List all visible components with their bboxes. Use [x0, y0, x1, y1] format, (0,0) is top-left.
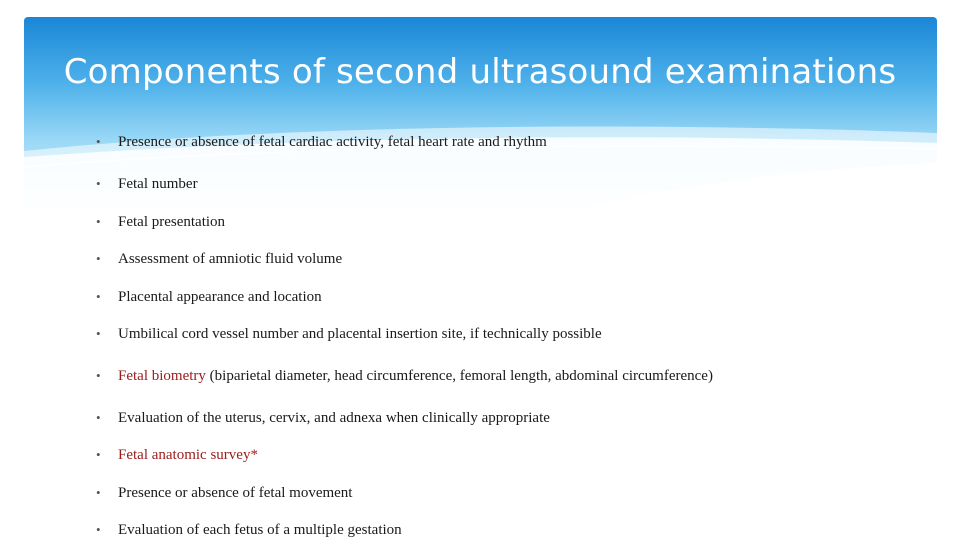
bullet-icon: • [96, 485, 101, 500]
bullet-icon: • [96, 410, 101, 425]
list-item-text: Evaluation of each fetus of a multiple gestation [118, 522, 402, 538]
bullet-icon: • [96, 326, 101, 341]
list-item [96, 134, 547, 151]
bullet-icon: • [96, 176, 101, 191]
bullet-icon: • [96, 368, 101, 383]
page-title: Components of second ultrasound examinations [63, 52, 897, 92]
list-item-text: Fetal presentation [118, 214, 226, 230]
list-item [96, 326, 602, 343]
list-item [96, 214, 225, 231]
list-item-text: Presence or absence of fetal movement [118, 485, 353, 501]
list-item [96, 522, 402, 539]
bullet-icon: • [96, 214, 101, 229]
list-item-text: Evaluation of the uterus, cervix, and adnexa when clinically appropriate [118, 410, 550, 426]
list-item-text: Placental appearance and location [118, 289, 322, 305]
list-item [96, 176, 198, 193]
bullet-icon: • [96, 289, 101, 304]
list-item [96, 289, 322, 306]
list-item [96, 485, 352, 502]
list-item-text: (biparietal diameter, head circumference, femoral length, abdominal circumference) [205, 368, 713, 384]
bullet-icon: • [96, 522, 101, 537]
bullet-icon: • [96, 134, 101, 149]
list-item [96, 410, 550, 427]
list-item-text: Fetal number [118, 176, 198, 192]
list-item-text: Umbilical cord vessel number and placental insertion site, if technically possible [118, 326, 602, 342]
list-item-text: Presence or absence of fetal cardiac activity, fetal heart rate and rhythm [118, 134, 547, 150]
list-item [96, 251, 342, 268]
list-item [96, 368, 713, 385]
bullet-icon: • [96, 251, 101, 266]
list-item-highlight: Fetal biometry [118, 368, 206, 384]
list-item [96, 447, 258, 464]
list-item-highlight: Fetal anatomic survey* [118, 447, 258, 463]
bullet-icon: • [96, 447, 101, 462]
list-item-text: Assessment of amniotic fluid volume [118, 251, 343, 267]
